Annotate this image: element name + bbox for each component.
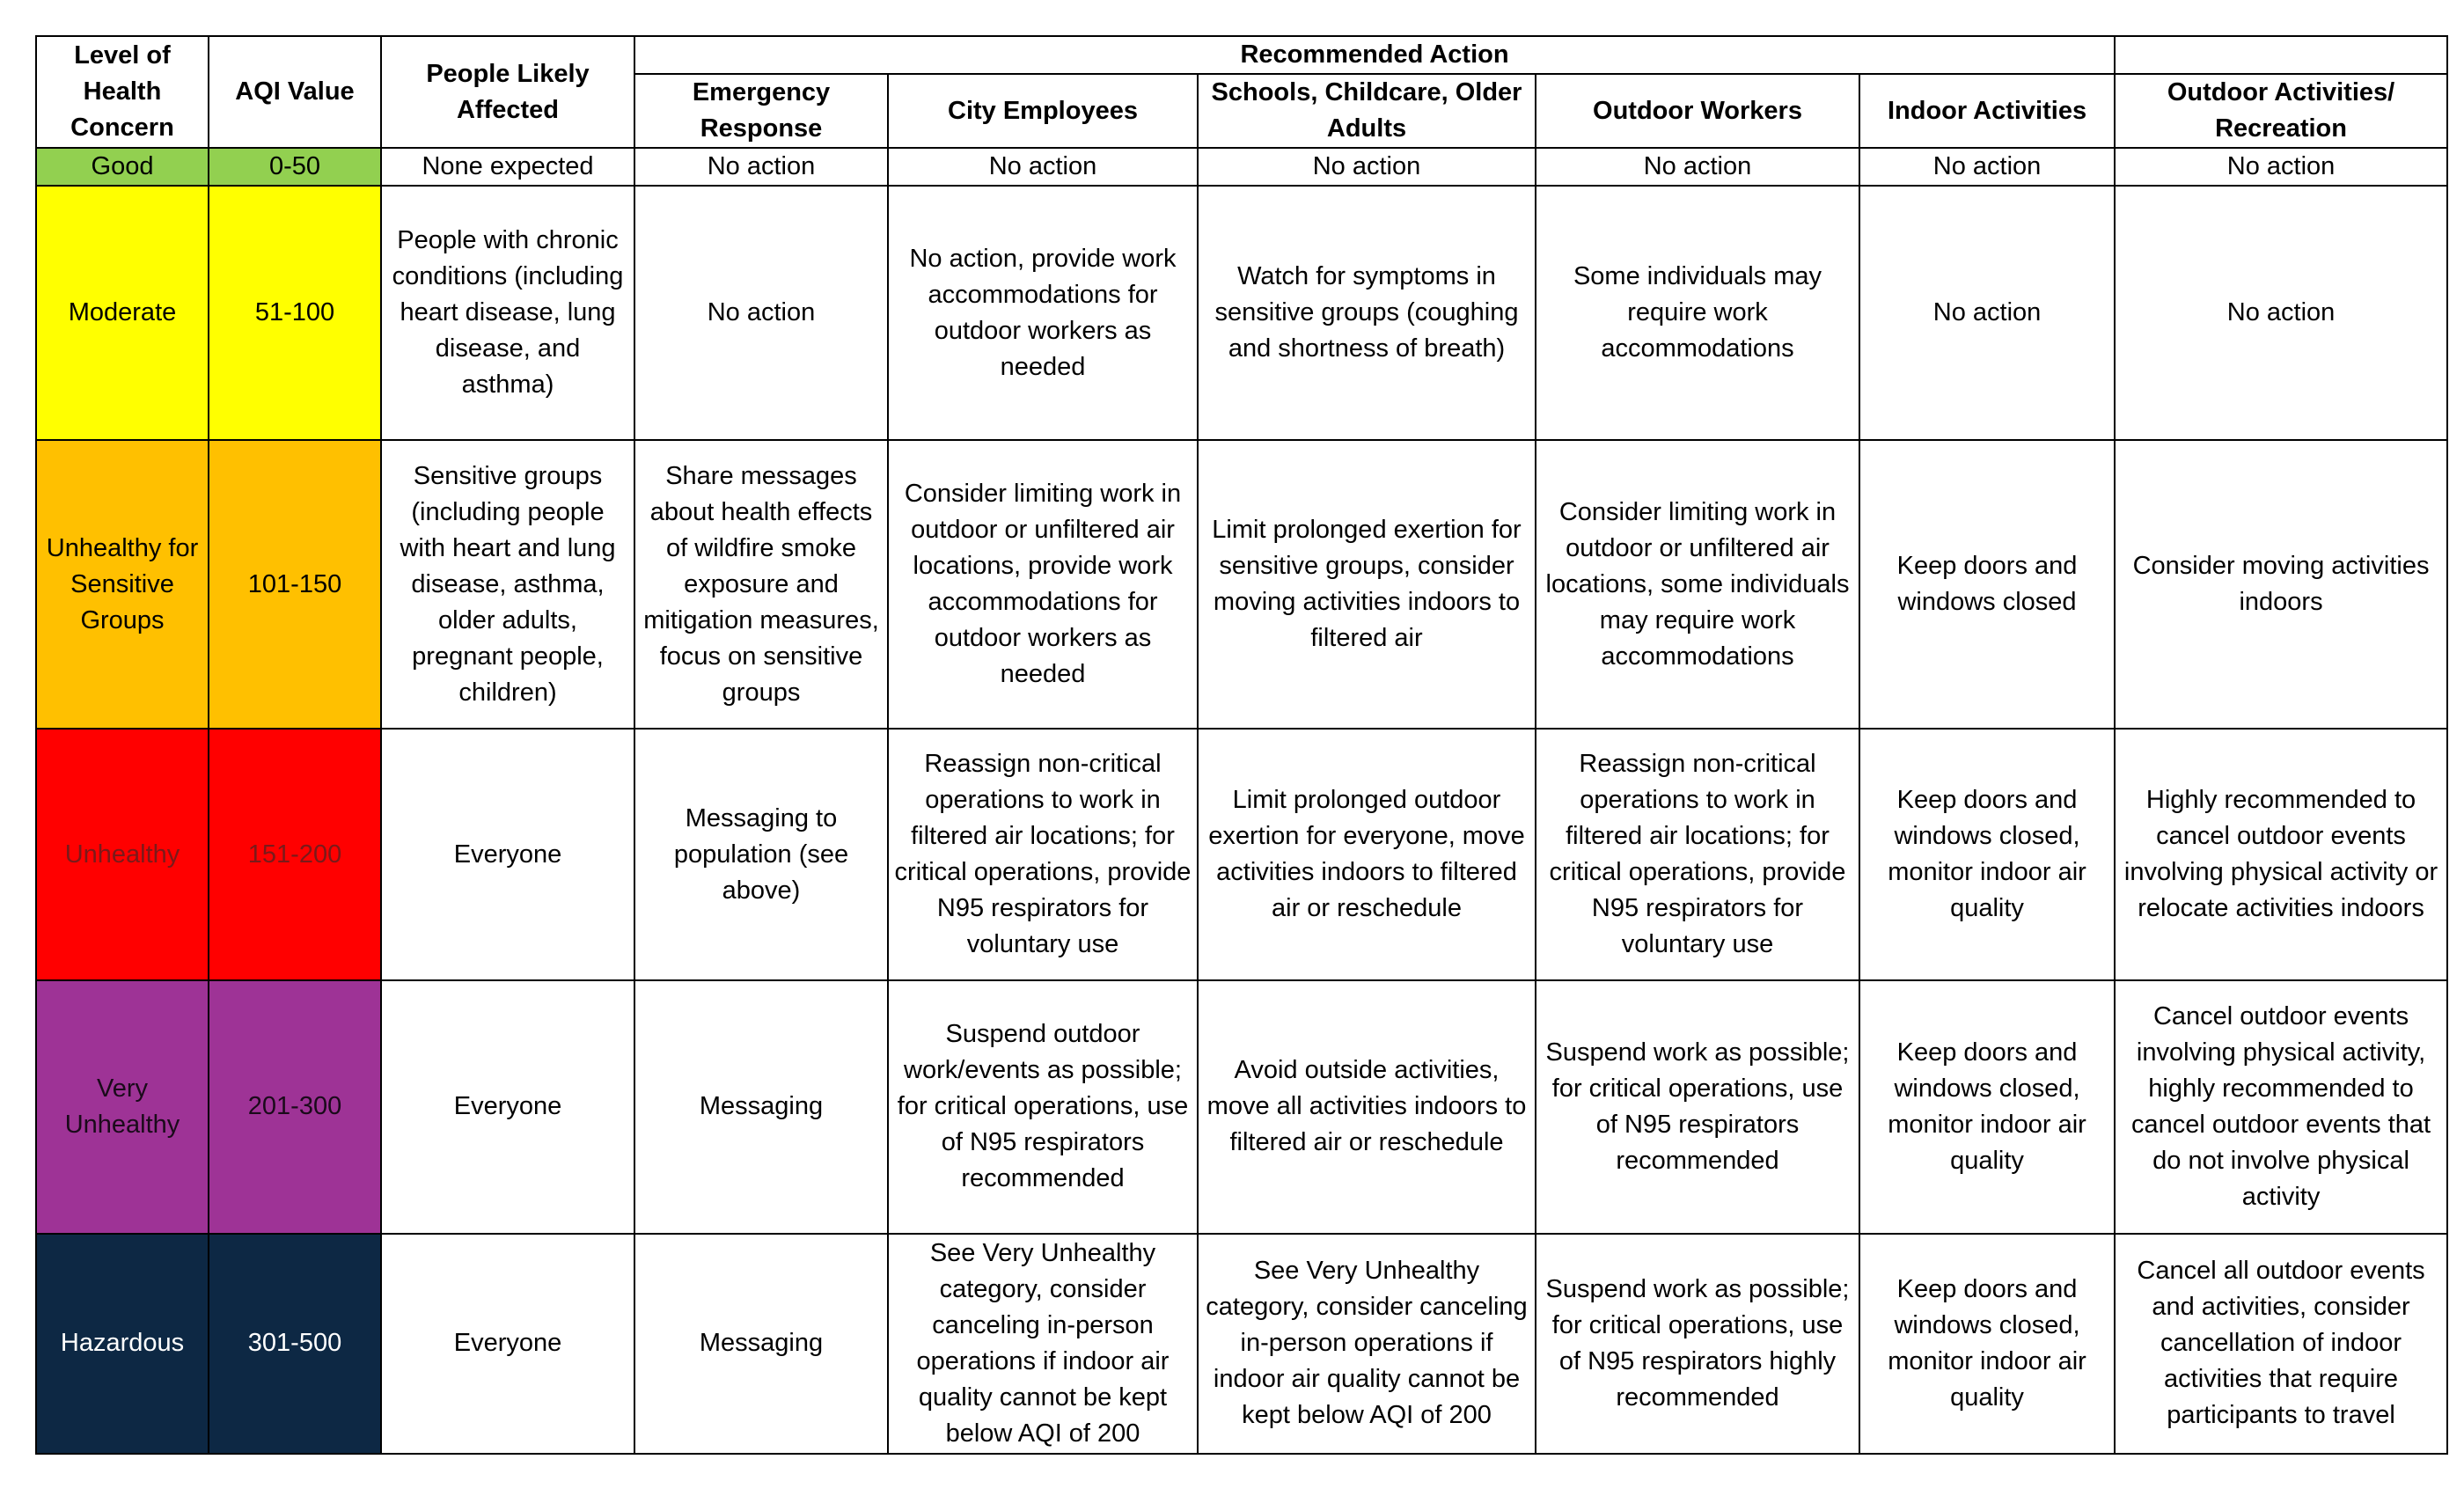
city-cell: No action, provide work accommodations for outdoor workers as needed bbox=[888, 186, 1198, 440]
header-level: Level of Health Concern bbox=[36, 36, 209, 148]
emergency-cell: Messaging bbox=[634, 1234, 888, 1454]
schools-cell: Limit prolonged outdoor exertion for everyone, move activities indoors to filtered air or reschedule bbox=[1198, 729, 1536, 980]
header-aqi: AQI Value bbox=[209, 36, 381, 148]
recreation-cell: Cancel outdoor events involving physical activity, highly recommended to cancel outdoor events that do not involve physical activity bbox=[2115, 980, 2447, 1234]
emergency-cell: Messaging bbox=[634, 980, 888, 1234]
header-recreation: Outdoor Activities/ Recreation bbox=[2115, 74, 2447, 148]
indoor-cell: No action bbox=[1859, 148, 2115, 186]
level-cell: Unhealthy bbox=[36, 729, 209, 980]
header-people: People Likely Affected bbox=[381, 36, 634, 148]
header-recommended-action: Recommended Action bbox=[634, 36, 2115, 74]
recreation-cell: No action bbox=[2115, 186, 2447, 440]
level-cell: Moderate bbox=[36, 186, 209, 440]
header-city: City Employees bbox=[888, 74, 1198, 148]
city-cell: No action bbox=[888, 148, 1198, 186]
emergency-cell: Messaging to population (see above) bbox=[634, 729, 888, 980]
schools-cell: No action bbox=[1198, 148, 1536, 186]
aqi-cell: 201-300 bbox=[209, 980, 381, 1234]
schools-cell: Limit prolonged exertion for sensitive groups, consider moving activities indoors to filtered air bbox=[1198, 440, 1536, 729]
recreation-cell: No action bbox=[2115, 148, 2447, 186]
table-row bbox=[36, 186, 2447, 440]
aqi-cell: 151-200 bbox=[209, 729, 381, 980]
outdoor-workers-cell: Suspend work as possible; for critical operations, use of N95 respirators recommended bbox=[1536, 980, 1859, 1234]
people-cell: Sensitive groups (including people with heart and lung disease, asthma, older adults, pregnant people, children) bbox=[381, 440, 634, 729]
header-indoor: Indoor Activities bbox=[1859, 74, 2115, 148]
people-cell: Everyone bbox=[381, 980, 634, 1234]
outdoor-workers-cell: Consider limiting work in outdoor or unfiltered air locations, some individuals may require work accommodations bbox=[1536, 440, 1859, 729]
indoor-cell: Keep doors and windows closed, monitor indoor air quality bbox=[1859, 729, 2115, 980]
recreation-cell: Highly recommended to cancel outdoor events involving physical activity or relocate activities indoors bbox=[2115, 729, 2447, 980]
level-cell: Unhealthy for Sensitive Groups bbox=[36, 440, 209, 729]
outdoor-workers-cell: Suspend work as possible; for critical operations, use of N95 respirators highly recommended bbox=[1536, 1234, 1859, 1454]
schools-cell: Watch for symptoms in sensitive groups (coughing and shortness of breath) bbox=[1198, 186, 1536, 440]
people-cell: People with chronic conditions (including heart disease, lung disease, and asthma) bbox=[381, 186, 634, 440]
recreation-cell: Cancel all outdoor events and activities, consider cancellation of indoor activities that require participants to travel bbox=[2115, 1234, 2447, 1454]
indoor-cell: No action bbox=[1859, 186, 2115, 440]
emergency-cell: No action bbox=[634, 148, 888, 186]
emergency-cell: No action bbox=[634, 186, 888, 440]
header-row-top bbox=[36, 36, 2447, 74]
header-outdoor-workers: Outdoor Workers bbox=[1536, 74, 1859, 148]
schools-cell: See Very Unhealthy category, consider canceling in-person operations if indoor air quality cannot be kept below AQI of 200 bbox=[1198, 1234, 1536, 1454]
schools-cell: Avoid outside activities, move all activities indoors to filtered air or reschedule bbox=[1198, 980, 1536, 1234]
emergency-cell: Share messages about health effects of wildfire smoke exposure and mitigation measures, focus on sensitive groups bbox=[634, 440, 888, 729]
aqi-cell: 101-150 bbox=[209, 440, 381, 729]
level-cell: Very Unhealthy bbox=[36, 980, 209, 1234]
table-row bbox=[36, 440, 2447, 729]
outdoor-workers-cell: Reassign non-critical operations to work in filtered air locations; for critical operations, provide N95 respirators for voluntary use bbox=[1536, 729, 1859, 980]
level-cell: Good bbox=[36, 148, 209, 186]
table-row bbox=[36, 980, 2447, 1234]
aqi-cell: 51-100 bbox=[209, 186, 381, 440]
table-row bbox=[36, 729, 2447, 980]
city-cell: See Very Unhealthy category, consider canceling in-person operations if indoor air quality cannot be kept below AQI of 200 bbox=[888, 1234, 1198, 1454]
aqi-action-table bbox=[35, 35, 2448, 1455]
outdoor-workers-cell: No action bbox=[1536, 148, 1859, 186]
header-blank bbox=[2115, 36, 2447, 74]
people-cell: None expected bbox=[381, 148, 634, 186]
city-cell: Reassign non-critical operations to work in filtered air locations; for critical operations, provide N95 respirators for voluntary use bbox=[888, 729, 1198, 980]
people-cell: Everyone bbox=[381, 1234, 634, 1454]
table-row bbox=[36, 148, 2447, 186]
header-schools: Schools, Childcare, Older Adults bbox=[1198, 74, 1536, 148]
city-cell: Consider limiting work in outdoor or unfiltered air locations, provide work accommodations for outdoor workers as needed bbox=[888, 440, 1198, 729]
level-cell: Hazardous bbox=[36, 1234, 209, 1454]
city-cell: Suspend outdoor work/events as possible; for critical operations, use of N95 respirators recommended bbox=[888, 980, 1198, 1234]
aqi-cell: 0-50 bbox=[209, 148, 381, 186]
indoor-cell: Keep doors and windows closed, monitor indoor air quality bbox=[1859, 980, 2115, 1234]
table-row bbox=[36, 1234, 2447, 1454]
indoor-cell: Keep doors and windows closed bbox=[1859, 440, 2115, 729]
indoor-cell: Keep doors and windows closed, monitor indoor air quality bbox=[1859, 1234, 2115, 1454]
header-emergency: Emergency Response bbox=[634, 74, 888, 148]
people-cell: Everyone bbox=[381, 729, 634, 980]
recreation-cell: Consider moving activities indoors bbox=[2115, 440, 2447, 729]
aqi-cell: 301-500 bbox=[209, 1234, 381, 1454]
outdoor-workers-cell: Some individuals may require work accommodations bbox=[1536, 186, 1859, 440]
